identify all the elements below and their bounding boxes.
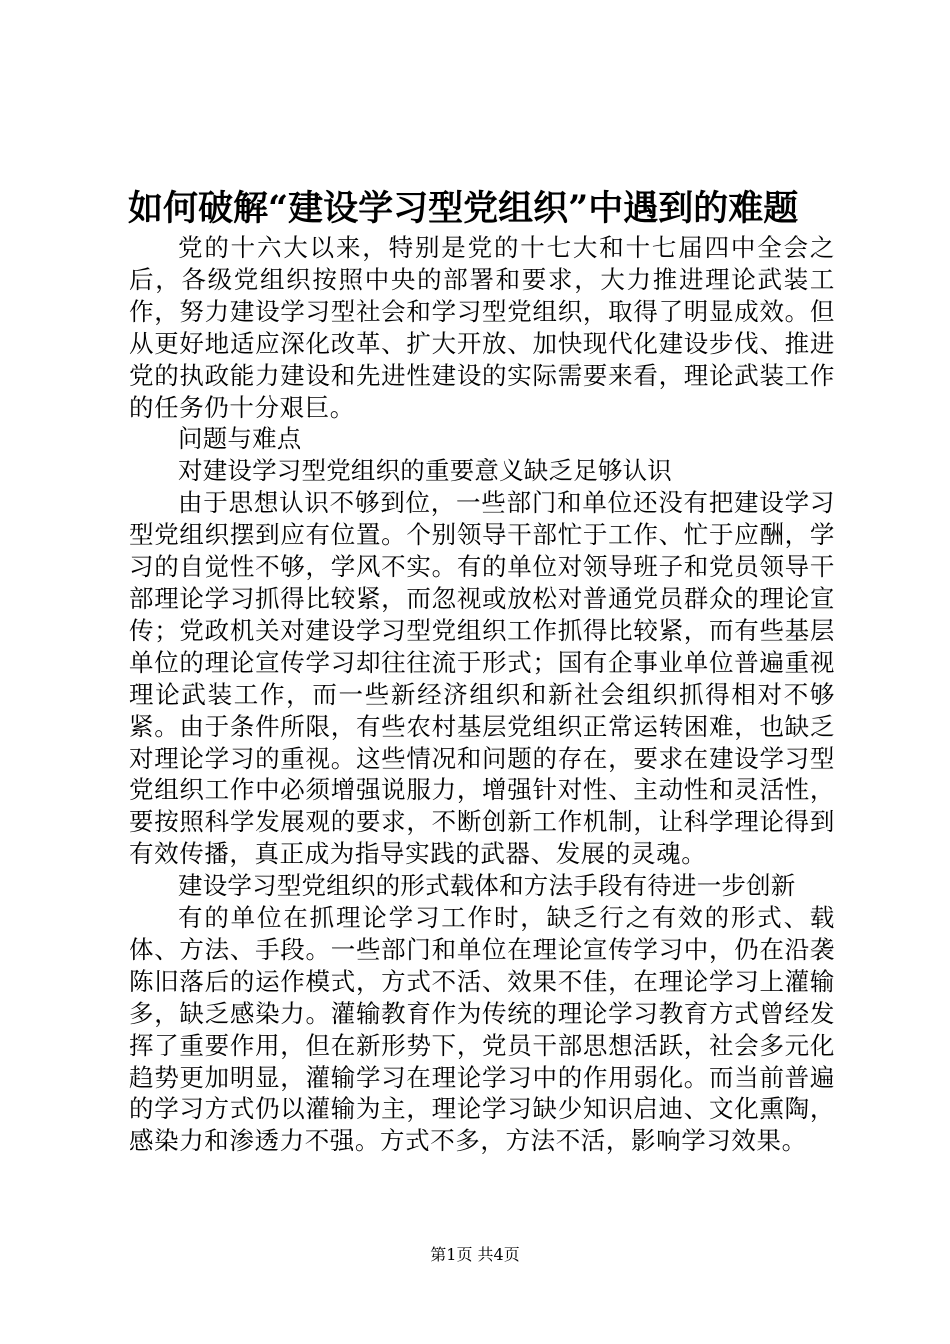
paragraph-awareness: 由于思想认识不够到位，一些部门和单位还没有把建设学习型党组织摆到应有位置。个别领导干部忙于工作、忙于应酬，学习的自觉性不够，学风不实。有的单位对领导班子和党员领导干部理论学习抓得比较紧，而忽视或放松对普通党员群众的理论宣传；党政机关对建设学习型党组织工作抓得比较紧，而有些基层单位的理论宣传学习却往往流于形式；国有企事业单位普遍重视理论武装工作，而一些新经济组织和新社会组织抓得相对不够紧。由于条件所限，有些农村基层党组织正常运转困难，也缺乏对理论学习的重视。这些情况和问题的存在，要求在建设学习型党组织工作中必须增强说服力，增强针对性、主动性和灵活性，要按照科学发展观的要求，不断创新工作机制，让科学理论得到有效传播，真正成为指导实践的武器、发展的灵魂。 [129,488,835,869]
section-heading-problems: 问题与难点 [178,424,302,454]
subsection-heading-awareness: 对建设学习型党组织的重要意义缺乏足够认识 [178,456,672,486]
document-body [129,232,835,1157]
document-title: 如何破解“建设学习型党组织”中遇到的难题 [128,188,799,229]
paragraph-innovation: 有的单位在抓理论学习工作时，缺乏行之有效的形式、载体、方法、手段。一些部门和单位在理论宣传学习中，仍在沿袭陈旧落后的运作模式，方式不活、效果不佳，在理论学习上灌输多，缺乏感染力。灌输教育作为传统的理论学习教育方式曾经发挥了重要作用，但在新形势下，党员干部思想活跃，社会多元化趋势更加明显，灌输学习在理论学习中的作用弱化。而当前普遍的学习方式仍以灌输为主，理论学习缺少知识启迪、文化熏陶，感染力和渗透力不强。方式不多，方法不活，影响学习效果。 [129,903,835,1156]
subsection-heading-innovation: 建设学习型党组织的形式载体和方法手段有待进一步创新 [178,871,796,901]
paragraph-intro: 党的十六大以来，特别是党的十七大和十七届四中全会之后，各级党组织按照中央的部署和要求，大力推进理论武装工作，努力建设学习型社会和学习型党组织，取得了明显成效。但从更好地适应深化改革、扩大开放、加快现代化建设步伐、推进党的执政能力建设和先进性建设的实际需要来看，理论武装工作的任务仍十分艰巨。 [129,233,835,422]
page-number-footer: 第1页 共4页 [430,1245,520,1264]
